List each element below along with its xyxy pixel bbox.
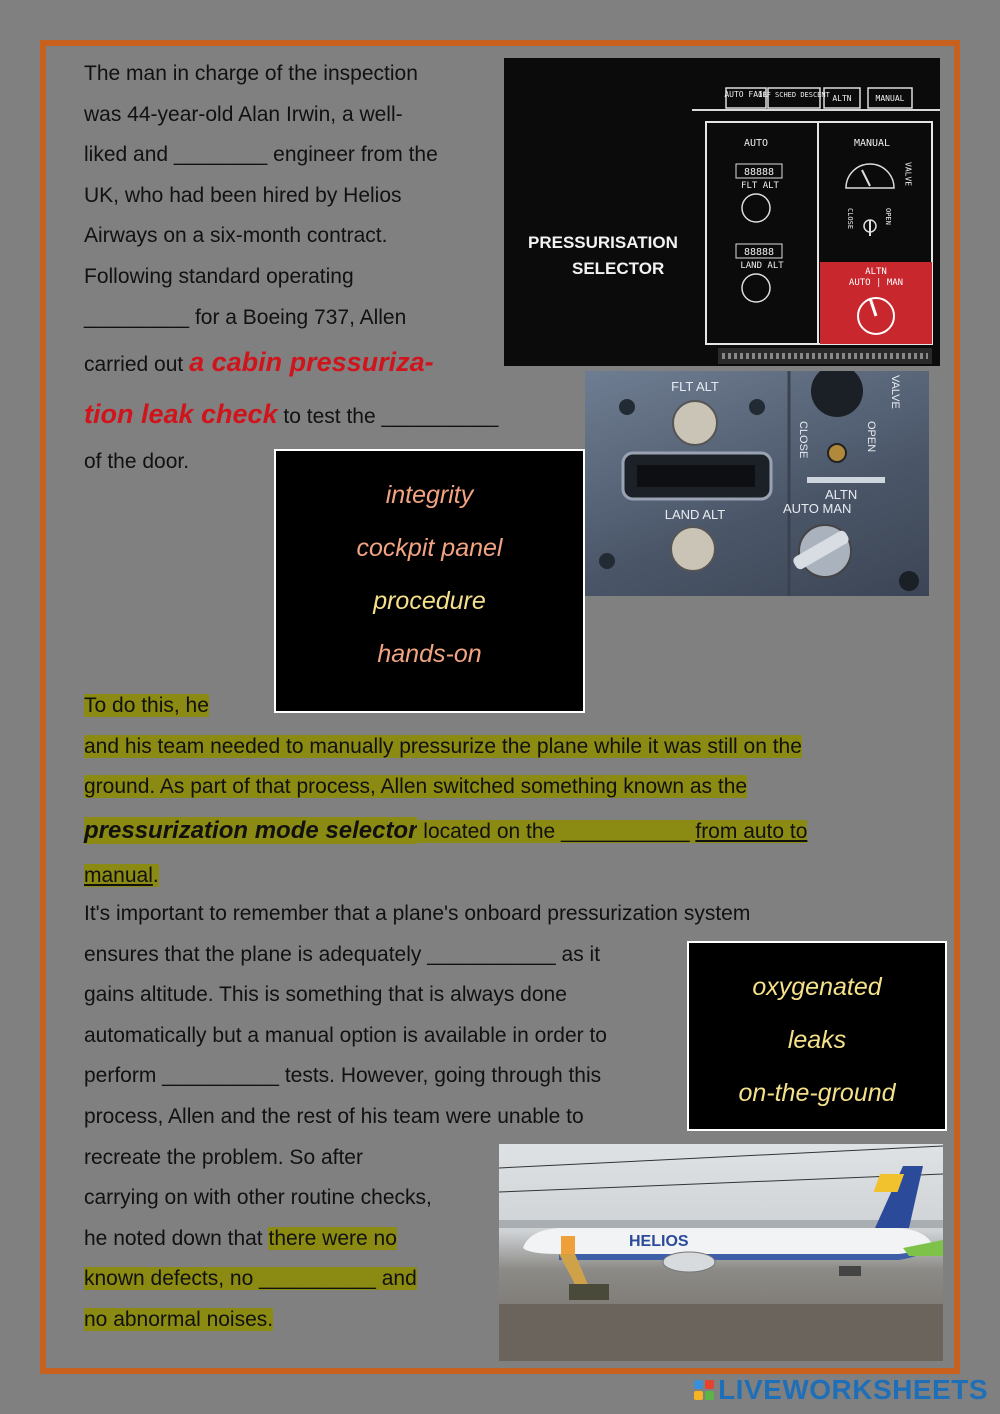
text-line: process, Allen and the rest of his team were unable to bbox=[84, 1104, 584, 1128]
pressurisation-panel-photo bbox=[504, 58, 940, 366]
panel-title-1: PRESSURISATION bbox=[528, 233, 678, 252]
word-leaks[interactable]: leaks bbox=[787, 1026, 847, 1054]
altn-label: ALTN bbox=[865, 267, 887, 277]
text-line: _________ for a Boeing 737, Allen bbox=[84, 305, 407, 329]
text-line: UK, who had been hired by Helios bbox=[84, 183, 402, 207]
paragraph-intro bbox=[84, 54, 504, 483]
close-label: CLOSE bbox=[846, 208, 854, 230]
open-label: OPEN bbox=[884, 208, 892, 225]
auto-heading: AUTO bbox=[743, 138, 769, 149]
closeup-illustration bbox=[585, 371, 929, 596]
auto-fail-label: AUTO FAIL bbox=[724, 90, 768, 99]
closeup-close: CLOSE bbox=[797, 421, 809, 459]
airplane-illustration bbox=[499, 1144, 943, 1361]
text-line: was 44-year-old Alan Irwin, a well- bbox=[84, 102, 403, 126]
text-line: he noted down that there were no bbox=[84, 1226, 397, 1250]
closeup-altn: ALTN bbox=[825, 487, 858, 502]
word-cockpit-panel[interactable]: cockpit panel bbox=[356, 534, 503, 562]
panel-title-2: SELECTOR bbox=[572, 259, 665, 278]
text-line: liked and ________ engineer from the bbox=[84, 143, 438, 167]
text-line: manual. bbox=[84, 863, 159, 887]
text-line: The man in charge of the inspection bbox=[84, 62, 418, 85]
panel-closeup-photo bbox=[585, 371, 929, 596]
word-bank-2 bbox=[687, 941, 947, 1131]
text-line: pressurization mode selector located on the ___________ from auto to bbox=[84, 816, 808, 844]
text-line: To do this, he bbox=[84, 694, 209, 717]
word-integrity[interactable]: integrity bbox=[385, 481, 474, 509]
text-line: of the door. bbox=[84, 450, 190, 474]
key-term: tion leak check bbox=[84, 399, 278, 430]
text-line: gains altitude. This is something that is always done bbox=[84, 983, 567, 1007]
word-oxygenated[interactable]: oxygenated bbox=[752, 973, 882, 1001]
text-line: carried out a cabin pressuriza- bbox=[84, 347, 434, 378]
closeup-valve: VALVE bbox=[889, 375, 901, 409]
helios-livery: HELIOS bbox=[629, 1233, 689, 1250]
brand-icon bbox=[694, 1380, 714, 1400]
flt-alt-digits: 88888 bbox=[743, 167, 775, 178]
text-line: recreate the problem. So after bbox=[84, 1145, 363, 1169]
closeup-flt-alt: FLT ALT bbox=[671, 379, 719, 394]
land-alt-digits: 88888 bbox=[743, 247, 775, 258]
key-term: a cabin pressuriza- bbox=[189, 347, 434, 378]
land-alt-label: LAND ALT bbox=[740, 261, 784, 271]
closeup-land-alt: LAND ALT bbox=[664, 507, 726, 522]
text-line: no abnormal noises. bbox=[84, 1307, 274, 1331]
flt-alt-label: FLT ALT bbox=[741, 181, 779, 191]
key-term: pressurization mode selector bbox=[84, 816, 418, 844]
closeup-open: OPEN bbox=[865, 421, 877, 453]
text-line: perform __________ tests. However, going through this bbox=[84, 1064, 602, 1088]
liveworksheets-logo[interactable] bbox=[694, 1374, 988, 1406]
auto-man-label: AUTO | MAN bbox=[848, 278, 904, 288]
word-on-the-ground[interactable]: on-the-ground bbox=[738, 1079, 896, 1107]
word-procedure[interactable]: procedure bbox=[373, 587, 486, 615]
paragraph-procedure bbox=[84, 686, 924, 897]
manual-heading: MANUAL bbox=[853, 138, 891, 149]
altn-top-label: ALTN bbox=[832, 94, 852, 103]
panel-illustration bbox=[504, 58, 940, 366]
text-line: Following standard operating bbox=[84, 264, 354, 288]
closeup-auto-man: AUTO MAN bbox=[783, 501, 852, 516]
valve-label: VALVE bbox=[903, 162, 913, 187]
word-bank-1 bbox=[274, 449, 585, 713]
text-line: automatically but a manual option is available in order to bbox=[84, 1023, 607, 1047]
text-line: Airways on a six-month contract. bbox=[84, 224, 388, 248]
text-line: tion leak check to test the __________ bbox=[84, 399, 499, 430]
brand-name: LIVEWORKSHEETS bbox=[718, 1374, 988, 1405]
off-sched-label: OFF SCHED DESCENT bbox=[758, 91, 830, 99]
text-line: It's important to remember that a plane's onboard pressurization system bbox=[84, 902, 751, 925]
text-line: carrying on with other routine checks, bbox=[84, 1186, 432, 1210]
airplane-photo bbox=[499, 1144, 943, 1361]
text-line: and his team needed to manually pressurize the plane while it was still on the bbox=[84, 734, 802, 758]
manual-top-label: MANUAL bbox=[875, 94, 905, 103]
text-line: known defects, no __________ and bbox=[84, 1267, 417, 1291]
text-line: ground. As part of that process, Allen switched something known as the bbox=[84, 775, 748, 799]
text-line: ensures that the plane is adequately ___________ as it bbox=[84, 942, 601, 966]
word-hands-on[interactable]: hands-on bbox=[377, 640, 482, 668]
